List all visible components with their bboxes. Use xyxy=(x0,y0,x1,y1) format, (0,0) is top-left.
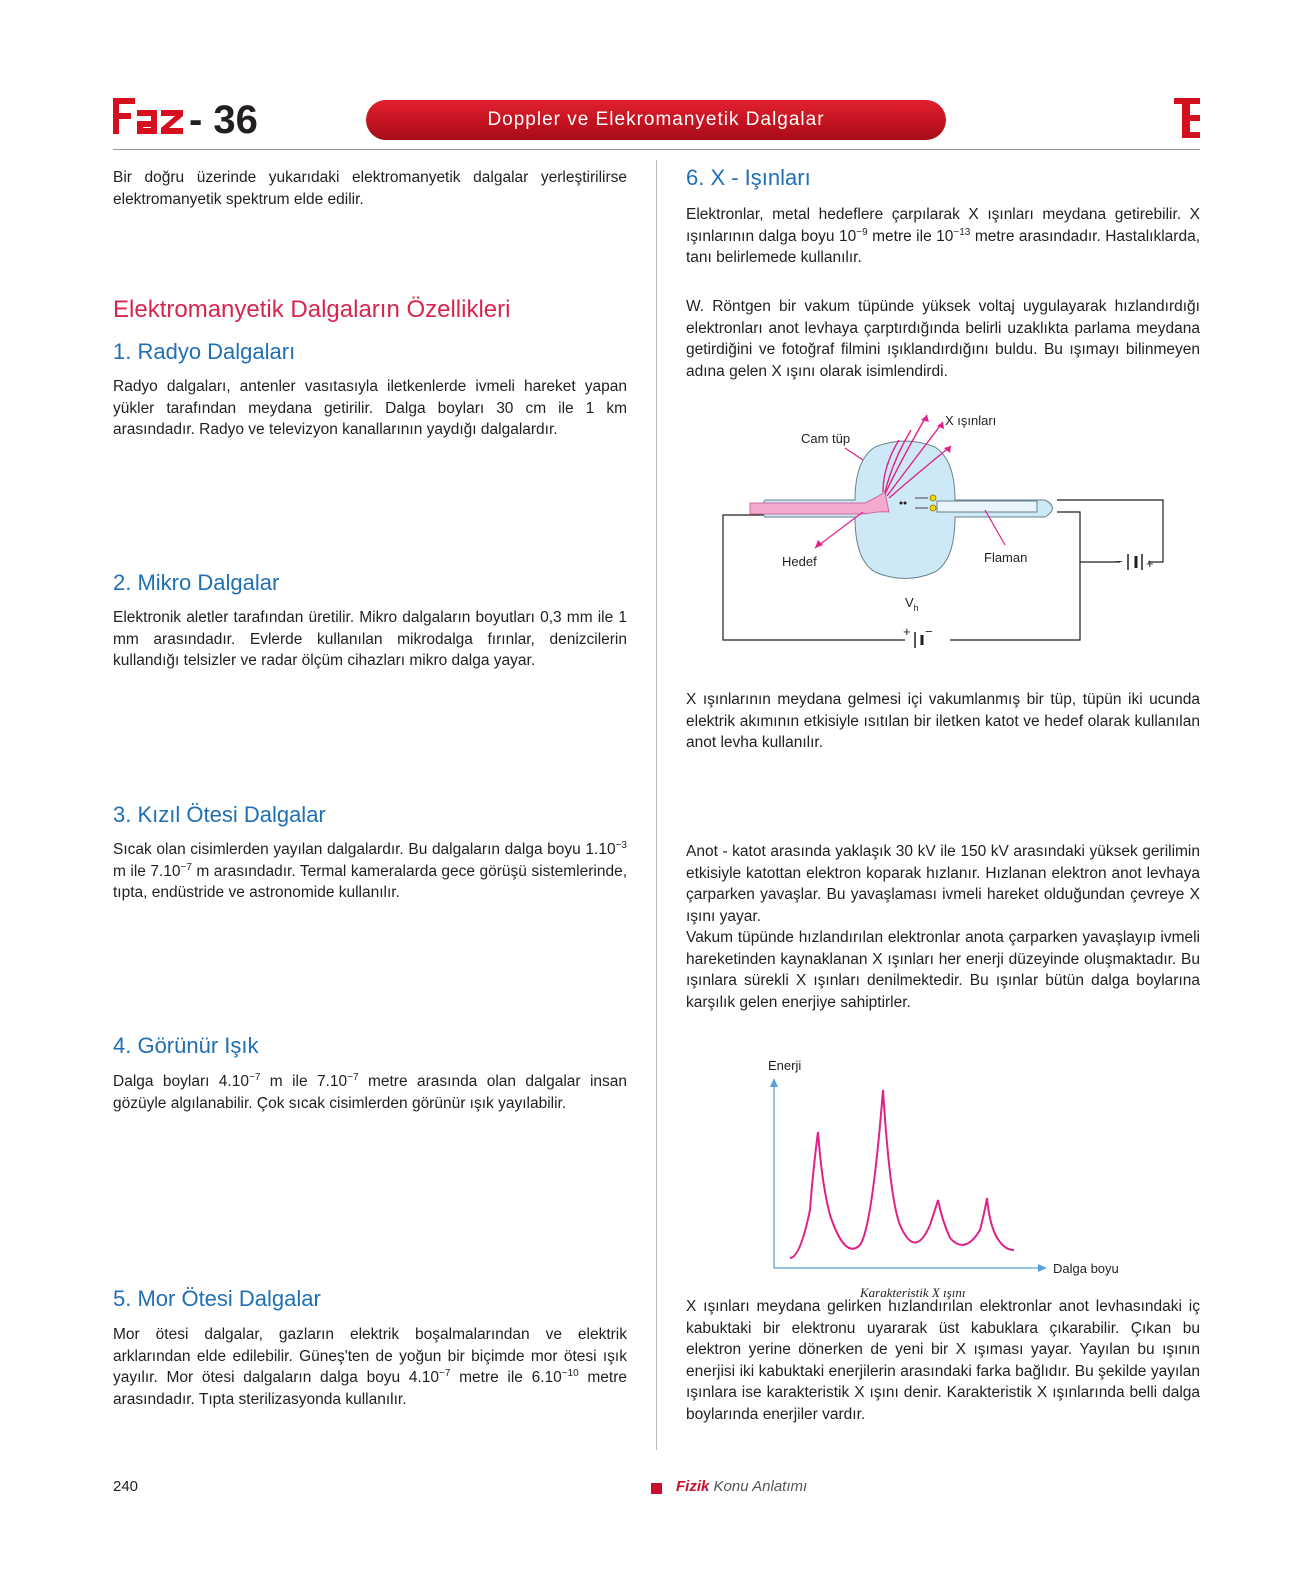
text-run: Dalga boyları 4.10 xyxy=(113,1073,249,1090)
heading-xray: 6. X - Işınları xyxy=(686,165,811,190)
header-rule xyxy=(113,149,1200,150)
paragraph-roentgen: W. Röntgen bir vakum tüpünde yüksek voltaj uygulayarak hızlandırdığı elektronları anot levhaya çarptırdığında belirli uzaklıkta parlama meydana getirdiğini ve fotoğraf filmini ışıklandırdığını buldu. Bu ışımayı bilinmeyen adına gelen X ışını olarak isimlendirdi. xyxy=(686,298,1200,380)
electron-dot xyxy=(900,502,903,505)
x-axis-label: Dalga boyu xyxy=(1053,1261,1119,1276)
chapter-title: Doppler ve Elekromanyetik Dalgalar xyxy=(487,109,825,130)
spectrum-curve xyxy=(790,1090,1014,1258)
label-battery-plus: + xyxy=(1146,556,1154,571)
text-run: metre ile 10 xyxy=(867,227,954,245)
exponent: −7 xyxy=(180,861,192,873)
filament-rod xyxy=(937,501,1037,512)
exponent: −13 xyxy=(953,226,971,238)
arrow-head xyxy=(921,415,929,422)
footer-subtitle: Konu Anlatımı xyxy=(709,1478,808,1495)
label-battery2-minus: − xyxy=(925,624,933,639)
exponent: −10 xyxy=(561,1367,579,1379)
text-run: metre arasında olan dalgalar insan gözüyle algılanabilir. Çok sıcak cisimlerden görünür ışık yayılabilir. xyxy=(113,1073,627,1112)
faz-logo-icon xyxy=(113,96,185,136)
text-run: metre ile 6.10 xyxy=(450,1369,562,1386)
exponent: −7 xyxy=(439,1367,451,1379)
text-run: Sıcak olan cisimlerden yayılan dalgalardır. Bu dalgaların dalga boyu 1.10 xyxy=(113,841,616,858)
arrow-head xyxy=(815,540,823,548)
exponent: −3 xyxy=(615,839,627,851)
chapter-banner xyxy=(366,100,946,140)
paragraph-ultraviolet xyxy=(113,1324,627,1410)
electron xyxy=(930,505,936,511)
electron-dot xyxy=(904,502,907,505)
circuit-wire-top xyxy=(1057,500,1163,562)
exponent: −7 xyxy=(347,1071,359,1083)
paragraph-xray xyxy=(686,204,1200,269)
heading-infrared: 3. Kızıl Ötesi Dalgalar xyxy=(113,802,326,827)
text-run: metre arasındadır. Tıpta sterilizasyonda kullanılır. xyxy=(113,1369,628,1408)
exponent: −9 xyxy=(856,226,868,238)
label-xrays: X ışınları xyxy=(945,413,997,428)
paragraph-visible xyxy=(113,1071,627,1114)
intro-paragraph: Bir doğru üzerinde yukarıdaki elektromanyetik dalgalar yerleştirilirse elektromanyetik spektrum elde edilir. xyxy=(113,169,627,208)
paragraph-tube: X ışınlarının meydana gelmesi içi vakumlanmış bir tüp, tüpün iki ucunda elektrik akımının etkisiyle ısıtılan bir iletken katot ve hedef olarak kullanılan anot levha kullanılır. xyxy=(686,691,1200,751)
heading-radio: 1. Radyo Dalgaları xyxy=(113,339,296,364)
characteristic-xray-graph xyxy=(760,1050,1120,1302)
x-axis-arrow xyxy=(1038,1264,1047,1272)
footer-label xyxy=(676,1478,807,1495)
label-filament: Flaman xyxy=(984,550,1028,565)
y-axis-arrow xyxy=(770,1078,778,1087)
graph-caption: Karakteristik X ışını xyxy=(860,1285,966,1300)
label-battery2-plus: + xyxy=(903,624,911,639)
heading-micro: 2. Mikro Dalgalar xyxy=(113,570,280,595)
column-divider xyxy=(656,160,657,1450)
text-run: Elektronlar, metal hedeflere çarpılarak X ışınları meydana getirebilir. X ışınlarının dalga boyu 10 xyxy=(686,206,1200,245)
corner-brand-icon xyxy=(1174,98,1200,138)
text-run: m ile 7.10 xyxy=(260,1073,348,1090)
chapter-number: - 36 xyxy=(189,98,258,142)
text-run: m ile 7.10 xyxy=(113,862,181,880)
paragraph-characteristic: X ışınları meydana gelirken hızlandırılan elektronlar anot levhasındaki iç kabuktaki bir elektronu uyararak üst kabuklara çıkarabilir. Çıkan bu elektron yerine dönerken de yeni bir X ışıması yayar. Yayılan bu ışının enerjisi iki kabuktaki enerjilerin arasındaki farka bağlıdır. Bu şekilde yayılan ışınlara ise karakteristik X ışını denir. Karakteristik X ışınlarında belli dalga boylarında enerjiler vardır. xyxy=(686,1298,1200,1423)
electron xyxy=(930,495,936,501)
y-axis-label: Enerji xyxy=(768,1058,802,1073)
paragraph-micro: Elektronik aletler tarafından üretilir. Mikro dalgaların boyutları 0,3 mm ile 1 mm arasındadır. Evlerde kullanılan mikrodalga fırınlar, denizcilerin kullandığı telsizler ve radar ölçüm cihazları mikro dalga yayar. xyxy=(113,609,627,669)
paragraph-acceleration: Anot - katot arasında yaklaşık 30 kV ile 150 kV arasındaki yüksek gerilimin etkisiyle katottan elektron koparak hızlanır. Hızlanan elektron anot levhaya çarparken yavaşlar. Bu yavaşlaması ivmeli hareket olduğundan çevreye X ışını yayar. xyxy=(686,843,1200,925)
label-pointer xyxy=(845,448,863,460)
xray-tube-diagram xyxy=(715,400,1175,660)
heading-ultraviolet: 5. Mor Ötesi Dalgalar xyxy=(113,1286,321,1311)
paragraph-continuous: Vakum tüpünde hızlandırılan elektronlar anota çarparken yavaşlayıp ivmeli hareketinden kaynaklanan X ışınları her enerji düzeyinde oluşmaktadır. Bu ışınlara sürekli X ışınları denilmektedir. Bu ışınlar bütün dalga boylarına karşılık gelen enerjiye sahiptirler. xyxy=(686,929,1200,1011)
section-title: Elektromanyetik Dalgaların Özellikleri xyxy=(113,296,511,323)
label-glass-tube: Cam tüp xyxy=(801,431,851,446)
footer-subject: Fizik xyxy=(676,1478,710,1495)
text-run: m arasındadır. Termal kameralarda gece görüşü sistemlerinde, tıpta, endüstride ve astronomide kullanılır. xyxy=(113,862,627,901)
label-battery-minus: − xyxy=(1115,554,1123,569)
paragraph-radio: Radyo dalgaları, antenler vasıtasıyla iletkenlerde ivmeli hareket yapan yükler tarafından meydana getirilir. Dalga boyları 30 cm ile 1 km arasındadır. Radyo ve televizyon kanallarının yaydığı dalgalardır. xyxy=(113,378,627,438)
footer-square-icon xyxy=(651,1483,662,1494)
page-number: 240 xyxy=(113,1478,139,1495)
label-vh-sub: h xyxy=(913,603,919,613)
label-vh xyxy=(905,595,919,613)
heading-visible: 4. Görünür Işık xyxy=(113,1033,259,1058)
text-run: metre arasındadır. Hastalıklarda, tanı belirlemede kullanılır. xyxy=(686,227,1201,266)
arrow-head xyxy=(944,446,951,453)
label-vh-main: V xyxy=(905,595,914,610)
paragraph-infrared xyxy=(113,839,627,904)
exponent: −7 xyxy=(248,1071,261,1083)
label-target: Hedef xyxy=(782,554,817,569)
text-run: Mor ötesi dalgalar, gazların elektrik boşalmalarından ve elektrik arklarından elde edilebilir. Güneş'ten de yoğun bir biçimde mor ötesi ışık yayılır. Mor ötesi dalgaların dalga boyu 4.10 xyxy=(113,1326,627,1386)
circuit-wire-right xyxy=(950,512,1080,640)
